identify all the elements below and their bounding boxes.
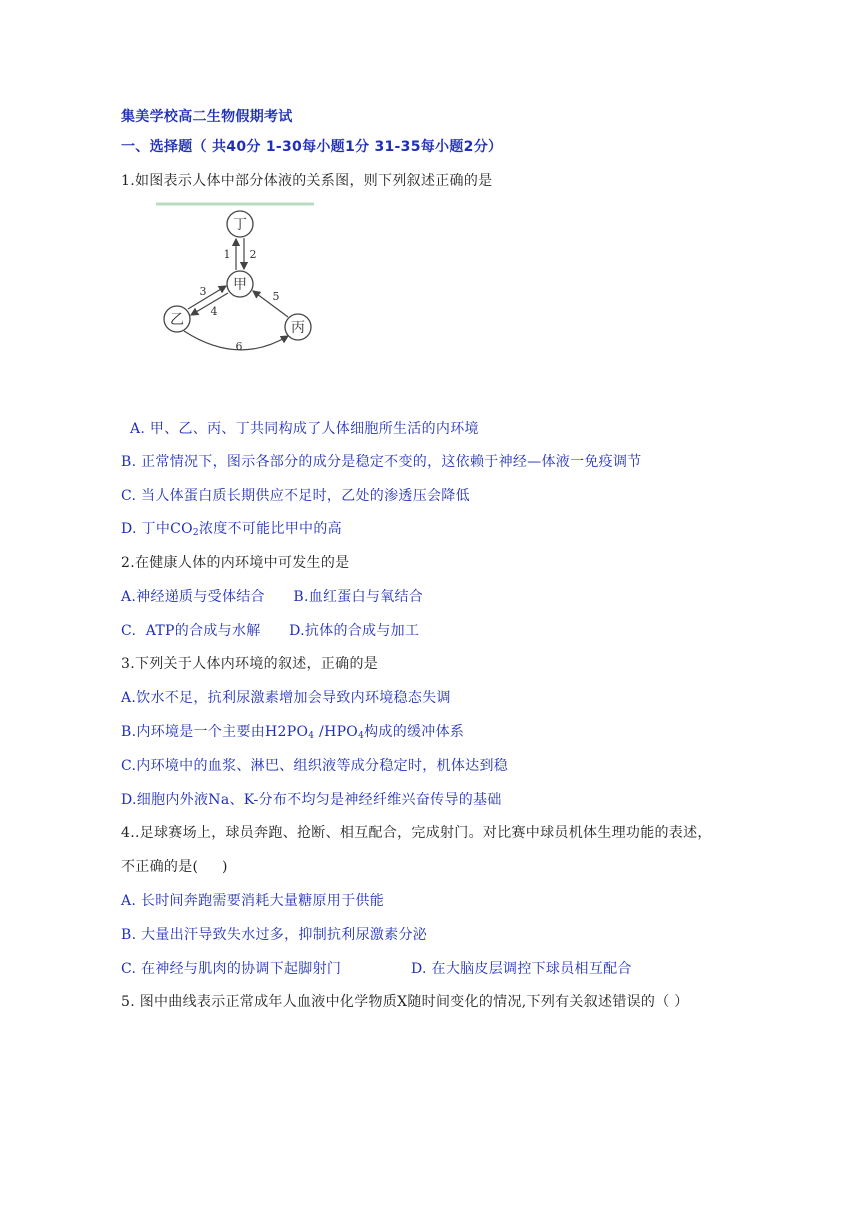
arrow-1-label: 3 (199, 285, 207, 298)
q1-option-d-prefix: D. 丁中CO (121, 521, 193, 537)
arrow-2-label: 4 (210, 305, 218, 318)
body-fluid-diagram (150, 198, 330, 368)
q1-stem: 1.如图表示人体中部分体液的关系图，则下列叙述正确的是 (121, 173, 493, 189)
q1-option-d-suffix: 浓度不可能比甲中的高 (198, 521, 342, 537)
q4-option-d: D. 在大脑皮层调控下球员相互配合 (411, 961, 632, 977)
q4-option-a: A. 长时间奔跑需要消耗大量糖原用于供能 (121, 893, 385, 909)
q3-option-b-prefix: B.内环境是一个主要由H2PO (121, 724, 309, 740)
arrow-5 (253, 291, 288, 317)
q3-option-a: A.饮水不足，抗利尿激素增加会导致内环境稳态失调 (121, 690, 451, 706)
q1-option-d (121, 518, 342, 538)
arrow-6-label: 6 (235, 340, 243, 353)
q4-option-b: B. 大量出汗导致失水过多，抑制抗利尿激素分泌 (121, 927, 428, 943)
q3-option-c: C.内环境中的血浆、淋巴、组织液等成分稳定时，机体达到稳 (121, 758, 509, 774)
node-ding-label: 丁 (233, 217, 247, 233)
q1-option-a: A. 甲、乙、丙、丁共同构成了人体细胞所生活的内环境 (130, 421, 479, 437)
q2-options-row2: C. ATP的合成与水解 D.抗体的合成与加工 (121, 623, 420, 639)
body-fluid-diagram-svg (150, 198, 330, 368)
q3-option-d: D.细胞内外液Na、K-分布不均匀是神经纤维兴奋传导的基础 (121, 792, 502, 808)
q3-stem: 3.下列关于人体内环境的叙述，正确的是 (121, 656, 379, 672)
q3-option-b-sub1: 4 (308, 731, 315, 741)
section-heading: 一、选择题（ 共40分 1-30每小题1分 31-35每小题2分） (121, 139, 503, 155)
q3-option-b (121, 721, 464, 741)
q4-stem-line1: 4..足球赛场上，球员奔跑、抢断、相互配合，完成射门。对比赛中球员机体生理功能的表述， (121, 825, 712, 841)
arrow-4-label: 2 (249, 248, 257, 261)
node-jia-label: 甲 (233, 277, 247, 293)
q2-stem: 2.在健康人体的内环境中可发生的是 (121, 555, 350, 571)
q1-option-b: B. 正常情况下，图示各部分的成分是稳定不变的，这依赖于神经—体液一免疫调节 (121, 454, 642, 470)
arrow-3-label: 1 (223, 248, 231, 261)
q2-options-row1: A.神经递质与受体结合 B.血红蛋白与氧结合 (121, 589, 424, 605)
q1-option-d-sub: 2 (192, 528, 199, 538)
q4-stem-line2: 不正确的是( ) (121, 859, 228, 875)
q3-option-b-sub2: 4 (358, 731, 365, 741)
exam-title: 集美学校高二生物假期考试 (121, 109, 293, 125)
q5-stem: 5. 图中曲线表示正常成年人血液中化学物质X随时间变化的情况,下列有关叙述错误的（ ） (121, 994, 689, 1010)
node-bing-label: 丙 (291, 320, 305, 336)
arrow-5-label: 5 (272, 290, 280, 303)
node-yi-label: 乙 (170, 312, 184, 328)
q3-option-b-mid: /HPO (314, 724, 359, 740)
q3-option-b-suffix: 构成的缓冲体系 (364, 724, 465, 740)
q1-option-c: C. 当人体蛋白质长期供应不足时，乙处的渗透压会降低 (121, 488, 470, 504)
q4-option-c: C. 在神经与肌肉的协调下起脚射门 (121, 961, 342, 977)
